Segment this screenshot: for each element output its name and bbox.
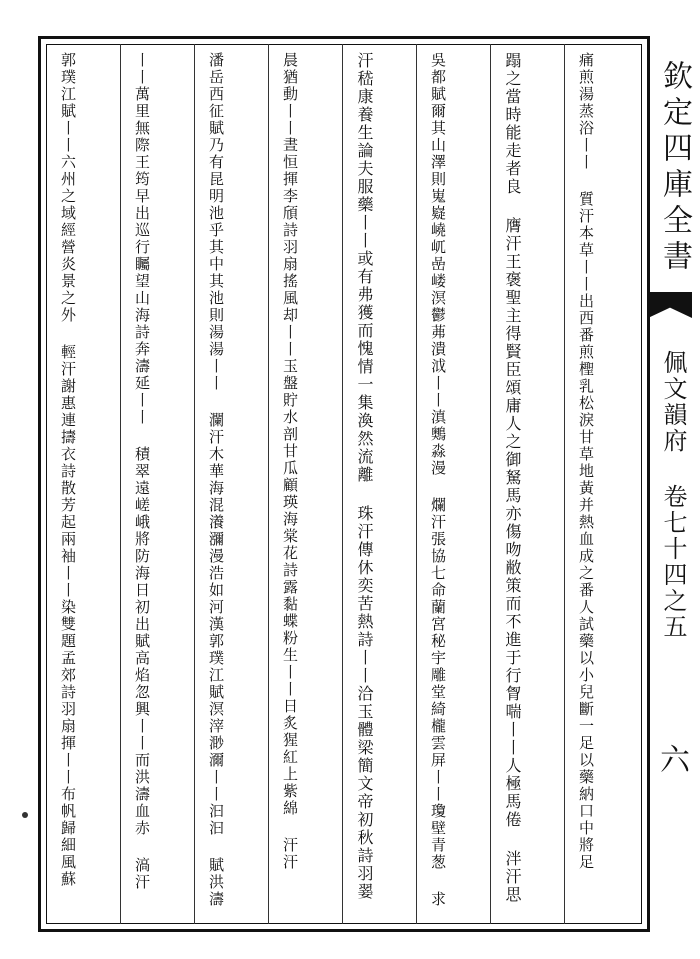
column-rule xyxy=(416,44,417,924)
column-rule xyxy=(490,44,491,924)
text-column-7: 丨丨萬里無際王筠早出巡行矚望山海詩奔濤延丨丨 積翠遠嵯峨將防海日初出賦高焰忽興丨丨而洪濤血赤 滈汗 xyxy=(133,52,151,891)
text-column-4: 汗嵇康養生論夫服藥丨丨或有弗獲而愧情一集渙然流離 珠汗傳休奕苦熱詩丨丨洽玉體梁簡文帝初秋詩羽翣 xyxy=(355,52,374,901)
column-rule xyxy=(564,44,565,924)
text-column-8: 郭璞江賦丨丨六州之域經營炎景之外 輕汗謝惠連擣衣詩散芳起兩袖丨丨染雙題孟郊詩羽扇揮丨丨布帆歸細風蘇 xyxy=(59,52,77,888)
volume-label: 佩文韻府 卷七十四之五 xyxy=(659,350,687,640)
text-column-2: 蹋之當時能走者良 膺汗王褒聖主得賢臣頌庸人之御駑馬亦傷吻敝策而不進于行胷喘丨丨人極馬倦 泮汗思 xyxy=(503,52,522,904)
text-column-6: 潘岳西征賦乃有昆明池乎其中其池則湯湯丨丨 瀾汗木華海混瀁瀰漫浩如河漢郭璞江賦溟滓渺濔丨丨汩汩 賦洪濤 xyxy=(207,52,225,908)
column-rule xyxy=(342,44,343,924)
column-rule xyxy=(194,44,195,924)
page-number: 六 xyxy=(660,743,690,778)
column-rule xyxy=(120,44,121,924)
text-column-5: 晨猶動丨丨晝恒揮李頎詩羽扇搖風却丨丨玉盤貯水剖甘瓜顧瑛海棠花詩露黏蝶粉生丨丨日炙猩紅上紫綿 汗汗 xyxy=(281,52,299,871)
text-column-3: 吳都賦爾其山澤則嵬嶷嶢屼嵒嵝溟鬱茀潰泧丨丨滇䴈淼漫 爛汗張協七命蘭宮秘宇雕堂綺櫳雲屏丨丨瓊壁青葱 求 xyxy=(429,52,447,908)
book-title: 欽定四庫全書 xyxy=(657,60,692,276)
column-rule xyxy=(268,44,269,924)
text-column-1: 痛煎湯蒸浴丨丨 質汗本草丨丨出西番煎檉乳松淚甘草地黃并熱血成之番人試藥以小兒斷一足以藥納口中將足 xyxy=(577,52,595,871)
margin-dot xyxy=(22,812,28,818)
